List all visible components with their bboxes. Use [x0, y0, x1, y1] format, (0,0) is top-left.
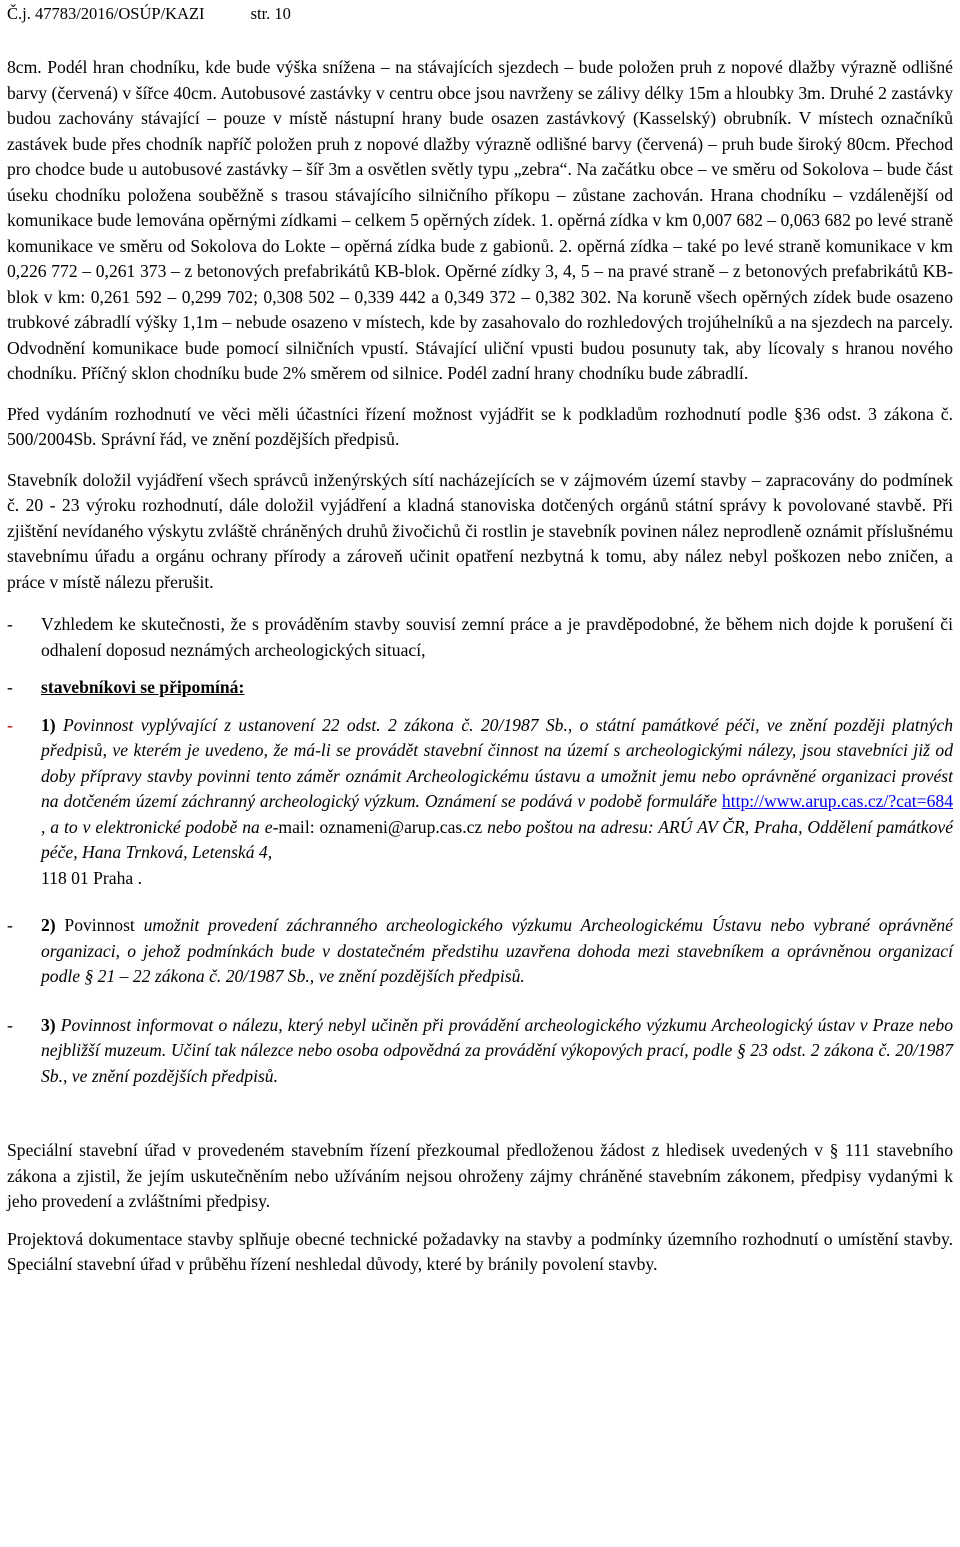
item-text: umožnit provedení záchranného archeologického výzkumu Archeologickému Ústavu nebo vybrané oprávněné organizaci, o jehož podmínkách bude v dostatečném předstihu uzavřena dohoda mezi stavebníkem a oprávněnou organizací podle § 21 – 22 zákona č. 20/1987 Sb.: [41, 915, 953, 986]
item-text: Povinnost vyplývající z ustanovení 22 odst. 2 zákona č. 20/1987 Sb.: [63, 714, 568, 735]
item-text: Povinnost informovat o nálezu, který nebyl učiněn při provádění archeologického výzkumu Archeologický ústav v Praze nebo nejbližší muzeum. Učiní tak nálezce nebo osoba odpovědná za provádění výkopových prací, podle § 23 odst. 2 zákona č. 20/1987 Sb.: [41, 1014, 953, 1086]
item-text: , ve znění pozdějších předpisů.: [63, 1065, 278, 1086]
paragraph-project-documentation: Projektová dokumentace stavby splňuje obecné technické požadavky na stavby a podmínky územního rozhodnutí o umístění stavby. Speciální stavební úřad v průběhu řízení neshledal důvody, které by bránily povolení stavby.: [7, 1228, 953, 1274]
list-item: [7, 1013, 953, 1090]
list-dash: -: [7, 915, 13, 935]
item-number: 3): [41, 1014, 56, 1035]
list-dash: -: [7, 677, 13, 697]
item-text: , a to v elektronické podobě na e: [41, 816, 273, 837]
item-number: 1): [41, 714, 56, 735]
item-text: nebo poštou na adresu: ARÚ AV ČR, Praha, Oddělení památkové péče, Hana Trnková, Letenská 4,: [41, 816, 954, 862]
arup-form-link[interactable]: http://www.arup.cas.cz/?cat=684: [721, 791, 953, 811]
item-text: , ve znění pozdějších předpisů.: [309, 966, 525, 986]
page-number: str. 10: [250, 4, 291, 23]
paragraph-construction-details: 8cm. Podél hran chodníku, kde bude výška snížena – na stávajících sjezdech – bude položen pruh z nopové dlažby výrazně odlišné barvy (červená) v šířce 40cm. Autobusové zastávky v centru obce jsou navrženy se zálivy délky 15m a hloubky 3m. Druhé 2 zastávky budou zachovány stávající – pouze v místě nástupní hrany bude osazen zastávkový (Kasselský) obrubník. V místech označníků zastávek bude přes chodník napříč položen pruh z nopové dlažby výrazně odlišné barvy (červená) – pruh bude široký 80cm. Přechod pro chodce bude u autobusové zastávky – šíř 3m a osvětlen světly typu „zebra“. Na začátku obce – ve směru od Sokolova – bude část úseku chodníku položena souběžně s trasou stávajícího silničního příkopu – zůstane zachován. Hrana chodníku – vzdálenější od komunikace bude lemována opěrnými zídkami – celkem 5 opěrných zídek. 1. opěrná zídka v km 0,007 682 – 0,063 682 po levé straně komunikace ve směru od Sokolova do Lokte – opěrná zídka bude z gabionů. 2. opěrná zídka – také po levé straně komunikace v km 0,226 772 – 0,261 373 – z betonových prefabrikátů KB-blok. Opěrné zídky 3, 4, 5 – na pravé straně – z betonových prefabrikátů KB-blok v km: 0,261 592 – 0,299 702; 0,308 502 – 0,339 442 a 0,349 372 – 0,382 302. Na koruně všech opěrných zídek bude osazeno trubkové zábradlí výšky 1,1m – nebude osazeno v místech, kde by zasahovalo do rozhledových trojúhelníků a na sjezdech na parcely. Odvodnění komunikace bude pomocí silničních vpustí. Stávající uliční vpusti budou posunuty tak, aby lícovaly s hranou nového chodníku. Příčný sklon chodníku bude 2% směrem od silnice. Podél zadní hrany chodníku bude zábradlí.: [7, 57, 953, 383]
email-text: -mail: oznameni@arup.cas.cz: [272, 816, 483, 837]
address-city: 118 01 Praha .: [41, 867, 142, 888]
paragraph-participants: Před vydáním rozhodnutí ve věci měli účastníci řízení možnost vyjádřit se k podkladům rozhodnutí podle §36 odst. 3 zákona č. 500/2004Sb. Správní řád, ve znění pozdějších předpisů.: [7, 403, 953, 449]
paragraph-utilities: Stavebník doložil vyjádření všech správců inženýrských sítí nacházejících se v zájmovém území stavby – zapracovány do podmínek č. 20 - 23 výroku rozhodnutí, dále doložil vyjádření a kladná stanoviska dotčených orgánů státní správy k povolované stavbě. Při zjištění nevídaného výskytu zvláště chráněných druhů živočichů či rostlin je stavebník povinen nález neprodleně oznámit příslušnému stavebnímu úřadu a orgánu ochrany přírody a zároveň učinit opatření nezbytná k tomu, aby nález nebyl poškozen nebo zničen, a práce v místě nálezu přerušit.: [7, 469, 953, 592]
list-item: [7, 713, 953, 892]
page-header: [7, 4, 953, 24]
list-item-text: Vzhledem ke skutečnosti, že s prováděním stavby souvisí zemní práce a je pravděpodobné, že během nich dojde k porušení či odhalení doposud neznámých archeologických situací,: [41, 614, 953, 660]
item-text: Povinnost: [55, 915, 135, 935]
item-number: 2): [41, 915, 56, 935]
reminder-heading: stavebníkovi se připomíná:: [41, 677, 245, 697]
item-text: , o státní památkové péči, ve znění později platných předpisů, ve kterém je uvedeno, že má-li se provádět stavební činnost na území s archeologickými nálezy, jsou stavebníci již od doby přípravy stavby povinni tento záměr oznámit Archeologickému ústavu a umožnit jemu nebo oprávněné organizaci provést na dotčeném území záchranný archeologický výzkum. Oznámení se podává v podobě formuláře: [41, 714, 953, 811]
list-dash: -: [7, 714, 13, 735]
list-dash: -: [7, 1014, 13, 1035]
list-item: [7, 612, 953, 663]
list-dash: -: [7, 614, 13, 634]
list-item: [7, 913, 953, 990]
paragraph-review: Speciální stavební úřad v provedeném stavebním řízení přezkoumal předloženou žádost z hledisek uvedených v § 111 stavebního zákona a zjistil, že jejím uskutečněním nebo užíváním nejsou ohroženy zájmy chráněné stavebním zákonem, předpisy vydanými k jeho provedení a zvláštními předpisy.: [7, 1140, 953, 1211]
reference-number: Č.j. 47783/2016/OSÚP/KAZI: [7, 4, 205, 23]
list-item: [7, 675, 953, 701]
